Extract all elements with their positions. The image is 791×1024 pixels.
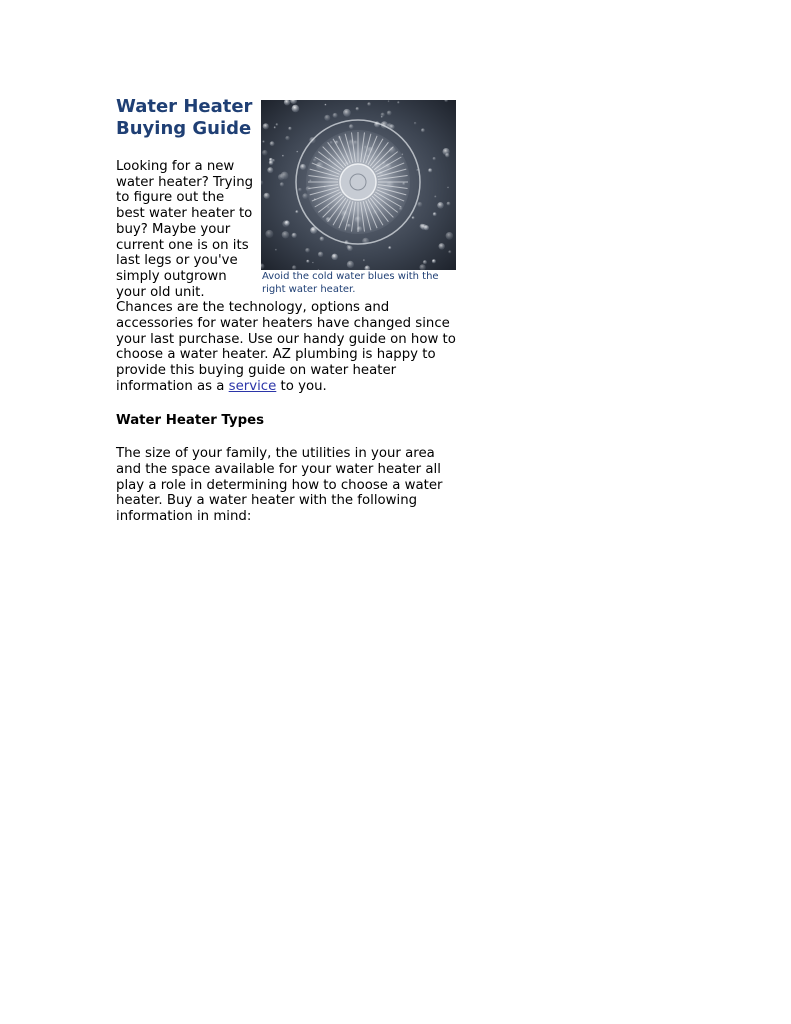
intro-end-text: to you. — [276, 378, 327, 394]
types-paragraph: The size of your family, the utilities in your area and the space available for your water heater all play a role in determining how to choose a water heater. Buy a water heater with the following information in mind: — [116, 446, 443, 525]
intro-rest-text: Chances are the technology, options and accessories for water heaters have changed since your last purchase. Use our handy guide on how to choose a water heater. AZ plumbing is happy to provide this buying guide on water heater information as a — [116, 300, 456, 394]
shower-figure — [261, 100, 456, 296]
service-link[interactable]: service — [228, 378, 277, 394]
intro-lead-text: Looking for a new water heater? Trying to figure out the best water heater to buy? Maybe your current one is on its last legs or you've simply outgrown your old unit. — [116, 159, 254, 300]
figure-caption: Avoid the cold water blues with the right water heater. — [262, 271, 439, 295]
shower-head-photo — [261, 100, 456, 270]
section-heading-types: Water Heater Types — [116, 412, 265, 428]
page-title: Water Heater Buying Guide — [116, 96, 253, 139]
article — [116, 96, 456, 525]
